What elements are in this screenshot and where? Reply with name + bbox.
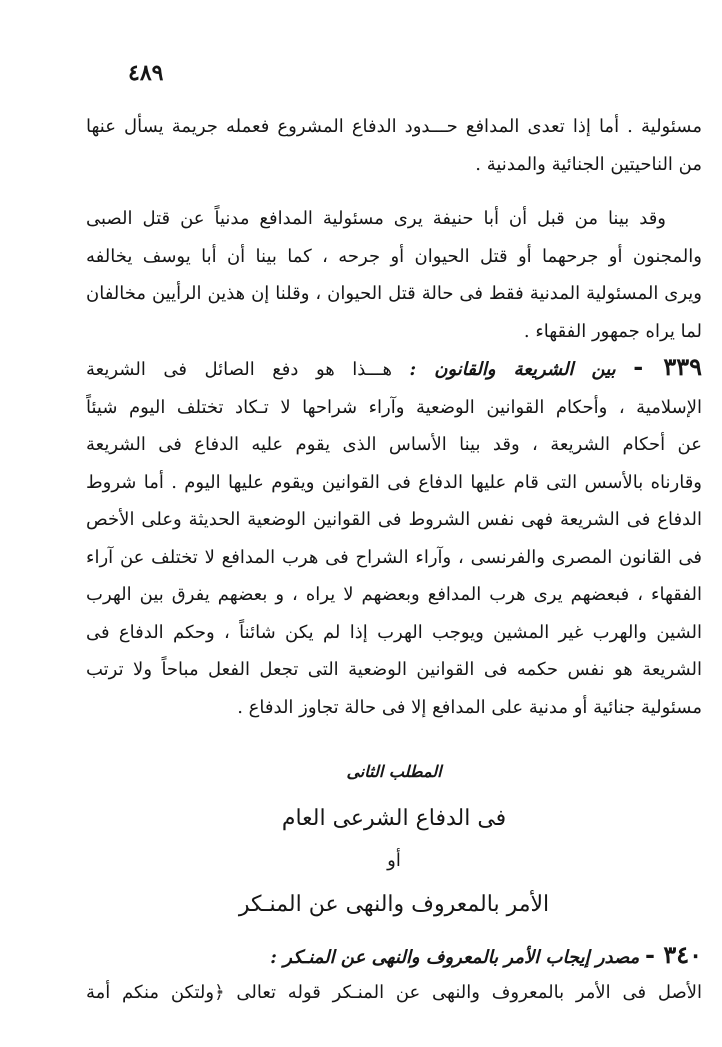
- paragraph-2: [86, 200, 702, 350]
- paragraph-1: [86, 108, 702, 183]
- text-line: وقارناه بالأسس التى قام عليها الدفاع فى القوانين ويقوم عليها اليوم . أما شروط: [86, 471, 702, 493]
- section-number: ٣٤٠ -: [645, 940, 702, 969]
- page-number: ٤٨٩: [128, 60, 164, 86]
- subsection-title-1: فى الدفاع الشرعى العام: [281, 806, 507, 831]
- text-line: وقد بينا من قبل أن أبا حنيفة يرى مسئولية المدافع مدنياً عن قتل الصبى: [86, 208, 666, 229]
- text-line: الشين والهرب غير المشين ويوجب الهرب إذا لم يكن شائناً ، وحكم الدفاع فى: [86, 621, 702, 643]
- text-line: فى القانون المصرى والفرنسى ، وآراء الشراح فى هرب المدافع لا تختلف عن آراء: [86, 546, 702, 568]
- section-340-heading: [86, 936, 702, 977]
- text-line: الشريعة هو نفس حكمه فى القوانين الوضعية التى تجعل الفعل مباحاً ولا ترتب: [86, 659, 702, 680]
- section-339: [86, 348, 702, 726]
- text-line: الفقهاء ، فبعضهم يرى هرب المدافع وبعضهم لا يراه ، و بعضهم يفرق بين الهرب: [86, 584, 702, 605]
- section-340-body: [86, 974, 702, 1012]
- text-line: من الناحيتين الجنائية والمدنية .: [475, 153, 702, 175]
- section-340-first-line: [86, 936, 702, 977]
- section-title: بين الشريعة والقانون :: [409, 359, 616, 380]
- text-line: ويرى المسئولية المدنية فقط فى حالة قتل الحيوان ، وقلنا إن هذين الرأيين مخالفان: [86, 283, 702, 304]
- text-line: والمجنون أو جرحهما أو قتل الحيوان أو جرحه ، كما بينا أن أبا يوسف يخالفه: [86, 245, 702, 267]
- subsection-title-2: الأمر بالمعروف والنهى عن المنـكر: [238, 892, 550, 917]
- text-fragment: هـــذا هو دفع الصائل فى الشريعة: [86, 359, 393, 380]
- section-title: مصدر إيجاب الأمر بالمعروف والنهى عن المنـكر :: [270, 947, 640, 968]
- text-line: عن أحكام الشريعة ، وقد بينا الأساس الذى يقوم عليه الدفاع فى الشريعة: [86, 434, 702, 455]
- text-line: الدفاع فى الشريعة فهى نفس الشروط فى القوانين الوضعية الحديثة وعلى الأخص: [86, 509, 702, 530]
- text-line: مسئولية جنائية أو مدنية على المدافع إلا فى حالة تجاوز الدفاع .: [237, 696, 702, 718]
- section-number: ٣٣٩ -: [633, 352, 702, 381]
- subsection-label: المطلب الثانى: [346, 762, 442, 781]
- subsection-or: أو: [387, 850, 401, 871]
- text-line: الإسلامية ، وأحكام القوانين الوضعية وآراء شراحها لا تـكاد تختلف اليوم شيئاً: [86, 396, 702, 418]
- text-line: لما يراه جمهور الفقهاء .: [523, 320, 702, 342]
- text-line: مسئولية . أما إذا تعدى المدافع حـــدود الدفاع المشروع فعمله جريمة يسأل عنها: [86, 116, 702, 137]
- section-339-first-line: [86, 348, 702, 389]
- text-line: الأصل فى الأمر بالمعروف والنهى عن المنـكر قوله تعالى ﴿ولتكن منكم أمة: [86, 982, 702, 1003]
